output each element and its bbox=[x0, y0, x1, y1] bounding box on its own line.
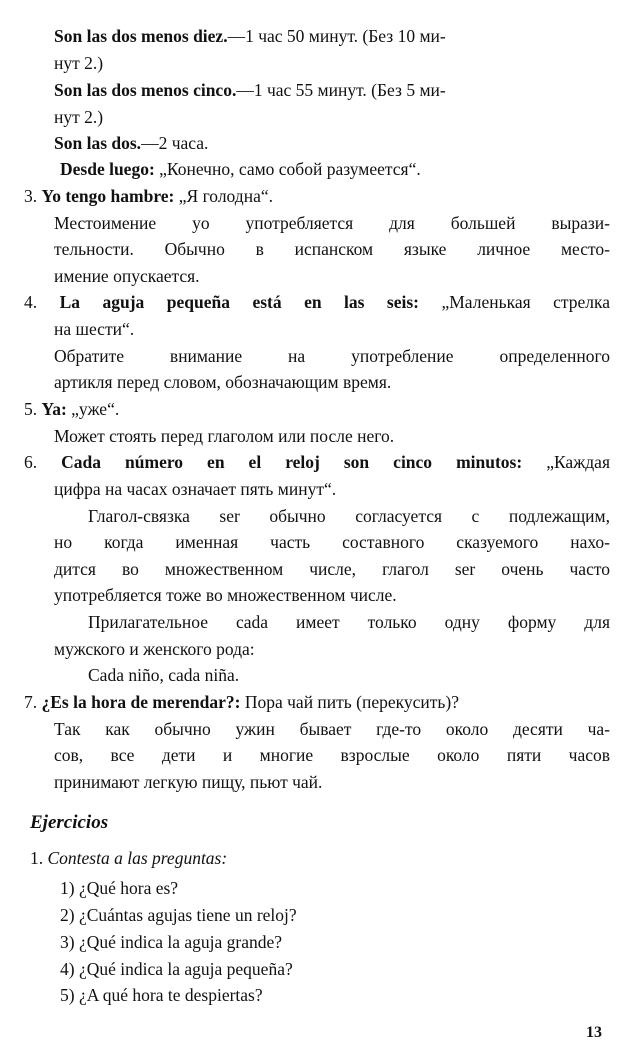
time-expression-2: Son las dos menos cinco.—1 час 55 минут. (Без 5 ми- bbox=[54, 80, 446, 100]
note-4-text-line: Обратите внимание на употребление определенного bbox=[54, 346, 610, 366]
time-expression-1-cont: нут 2.) bbox=[54, 53, 104, 73]
note-7-text-line: сов, все дети и многие взрослые около пяти часов bbox=[54, 745, 610, 765]
note-6-paragraph-line: дится во множественном числе, глагол ser очень часто bbox=[54, 559, 610, 579]
page-number: 13 bbox=[586, 1024, 602, 1041]
note-6-paragraph-line: мужского и женского рода: bbox=[54, 639, 255, 659]
note-6-paragraph-line: но когда именная часть составного сказуемого нахо- bbox=[54, 532, 610, 552]
question-item: 5) ¿A qué hora te despiertas? bbox=[60, 985, 263, 1005]
note-7-text-line: принимают легкую пищу, пьют чай. bbox=[54, 772, 323, 792]
question-item: 3) ¿Qué indica la aguja grande? bbox=[60, 932, 283, 952]
note-5-text-line: Может стоять перед глаголом или после него. bbox=[54, 426, 395, 446]
question-item: 1) ¿Qué hora es? bbox=[60, 878, 179, 898]
note-6-paragraph-line: употребляется тоже во множественном числе. bbox=[54, 585, 397, 605]
note-3-text-line: тельности. Обычно в испанском языке личное место- bbox=[54, 239, 610, 259]
time-expression-1: Son las dos menos diez.—1 час 50 минут. (Без 10 ми- bbox=[54, 26, 446, 46]
note-4-heading-cont: на шести“. bbox=[54, 319, 135, 339]
note-7-text-line: Так как обычно ужин бывает где-то около десяти ча- bbox=[54, 719, 610, 739]
note-5-heading: 5. Ya: „уже“. bbox=[24, 399, 120, 419]
note-6-paragraph-line: Прилагательное cada имеет только одну форму для bbox=[88, 612, 610, 632]
note-4-text-line: артикля перед словом, обозначающим время. bbox=[54, 372, 392, 392]
exercise-1-task: 1. Contesta a las preguntas: bbox=[30, 848, 228, 868]
exercises-title: Ejercicios bbox=[30, 812, 109, 833]
note-7-heading: 7. ¿Es la hora de merendar?: Пора чай пить (перекусить)? bbox=[24, 692, 460, 712]
time-expression-3: Son las dos.—2 часа. bbox=[54, 133, 209, 153]
time-expression-2-cont: нут 2.) bbox=[54, 107, 104, 127]
note-3-heading: 3. Yo tengo hambre: „Я голодна“. bbox=[24, 186, 273, 206]
note-6-heading: 6. Cada número en el reloj son cinco minutos: „Каждая bbox=[24, 452, 611, 472]
note-6-heading-cont: цифра на часах означает пять минут“. bbox=[54, 479, 337, 499]
question-item: 2) ¿Cuántas agujas tiene un reloj? bbox=[60, 905, 297, 925]
question-item: 4) ¿Qué indica la aguja pequeña? bbox=[60, 959, 293, 979]
note-6-paragraph-line: Глагол-связка ser обычно согласуется с подлежащим, bbox=[88, 506, 610, 526]
note-4-heading: 4. La aguja pequeña está en las seis: „Маленькая стрелка bbox=[24, 292, 610, 312]
note-3-text-line: Местоимение yo употребляется для большей вырази- bbox=[54, 213, 610, 233]
note-6-example: Cada niño, cada niña. bbox=[88, 665, 240, 685]
note-desde-luego: Desde luego: „Конечно, само собой разумеется“. bbox=[60, 159, 421, 179]
note-3-text-line: имение опускается. bbox=[54, 266, 200, 286]
